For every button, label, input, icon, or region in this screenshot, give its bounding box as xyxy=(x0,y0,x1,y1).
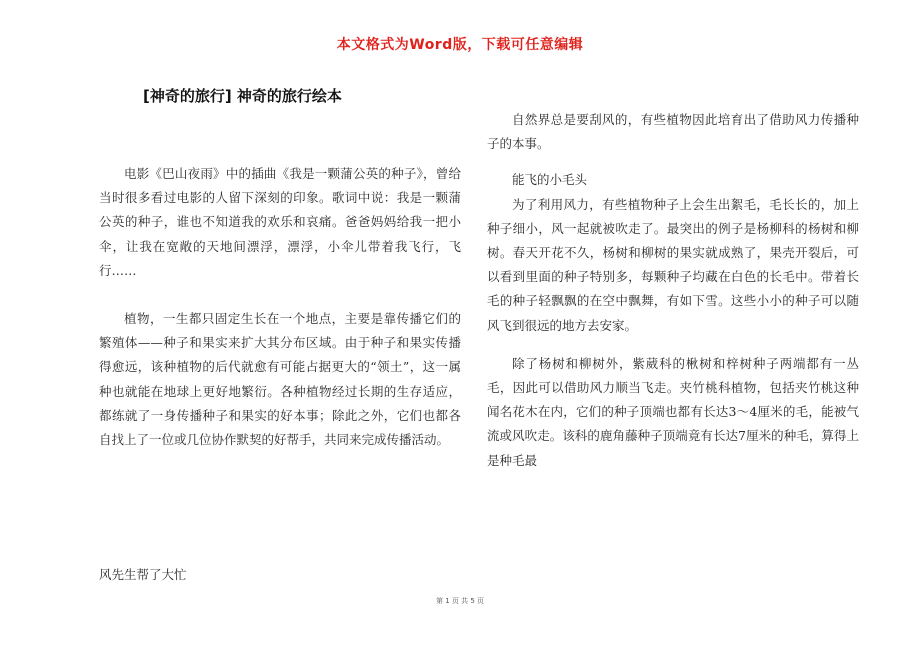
page-number-footer: 第 1 页 共 5 页 xyxy=(435,597,485,605)
left-column xyxy=(99,162,461,452)
intro-paragraph: 电影《巴山夜雨》中的插曲《我是一颗蒲公英的种子》，曾给当时很多看过电影的人留下深刻的印象。歌词中说：我是一颗蒲公英的种子，谁也不知道我的欢乐和哀痛。爸爸妈妈给我一把小伞，让我在宽敞的天地间漂浮，漂浮，小伞儿带着我飞行，飞行…… xyxy=(99,166,461,278)
body-paragraph: 为了利用风力，有些植物种子上会生出絮毛，毛长长的，加上种子细小，风一起就被吹走了。最突出的例子是杨柳科的杨树和柳树。春天开花不久，杨树和柳树的果实就成熟了，果壳开裂后，可以看到里面的种子特别多，每颗种子均藏在白色的长毛中。带着长毛的种子轻飘飘的在空中飘舞，有如下雪。这些小小的种子可以随风飞到很远的地方去安家。 xyxy=(487,196,859,333)
format-notice-banner: 本文格式为Word版，下载可任意编辑 xyxy=(336,37,584,53)
body-paragraph: 植物，一生都只固定生长在一个地点，主要是靠传播它们的繁殖体——种子和果实来扩大其分布区域。由于种子和果实传播得愈远，该种植物的后代就愈有可能占据更大的“领土”，这一属种也就能在地球上更好地繁衍。各种植物经过长期的生存适应，都练就了一身传播种子和果实的好本事；除此之外，它们也都各自找上了一位或几位协作默契的好帮手，共同来完成传播活动。 xyxy=(99,311,461,448)
body-paragraph: 除了杨树和柳树外，紫葳科的楸树和梓树种子两端都有一丛毛，因此可以借助风力顺当飞走。夹竹桃科植物，包括夹竹桃这种闻名花木在内，它们的种子顶端也都有长达3～4厘米的毛，能被气流或风吹走。该科的鹿角藤种子顶端竟有长达7厘米的种毛，算得上是种毛最 xyxy=(487,355,859,468)
right-column xyxy=(487,108,859,473)
wind-intro-paragraph: 自然界总是要刮风的，有些植物因此培育出了借助风力传播种子的本事。 xyxy=(487,112,859,152)
article-title: [神奇的旅行] 神奇的旅行绘本 xyxy=(143,87,342,105)
section-heading-wind: 风先生帮了大忙 xyxy=(99,567,187,582)
section-heading-flying-seeds: 能飞的小毛头 xyxy=(512,172,588,188)
